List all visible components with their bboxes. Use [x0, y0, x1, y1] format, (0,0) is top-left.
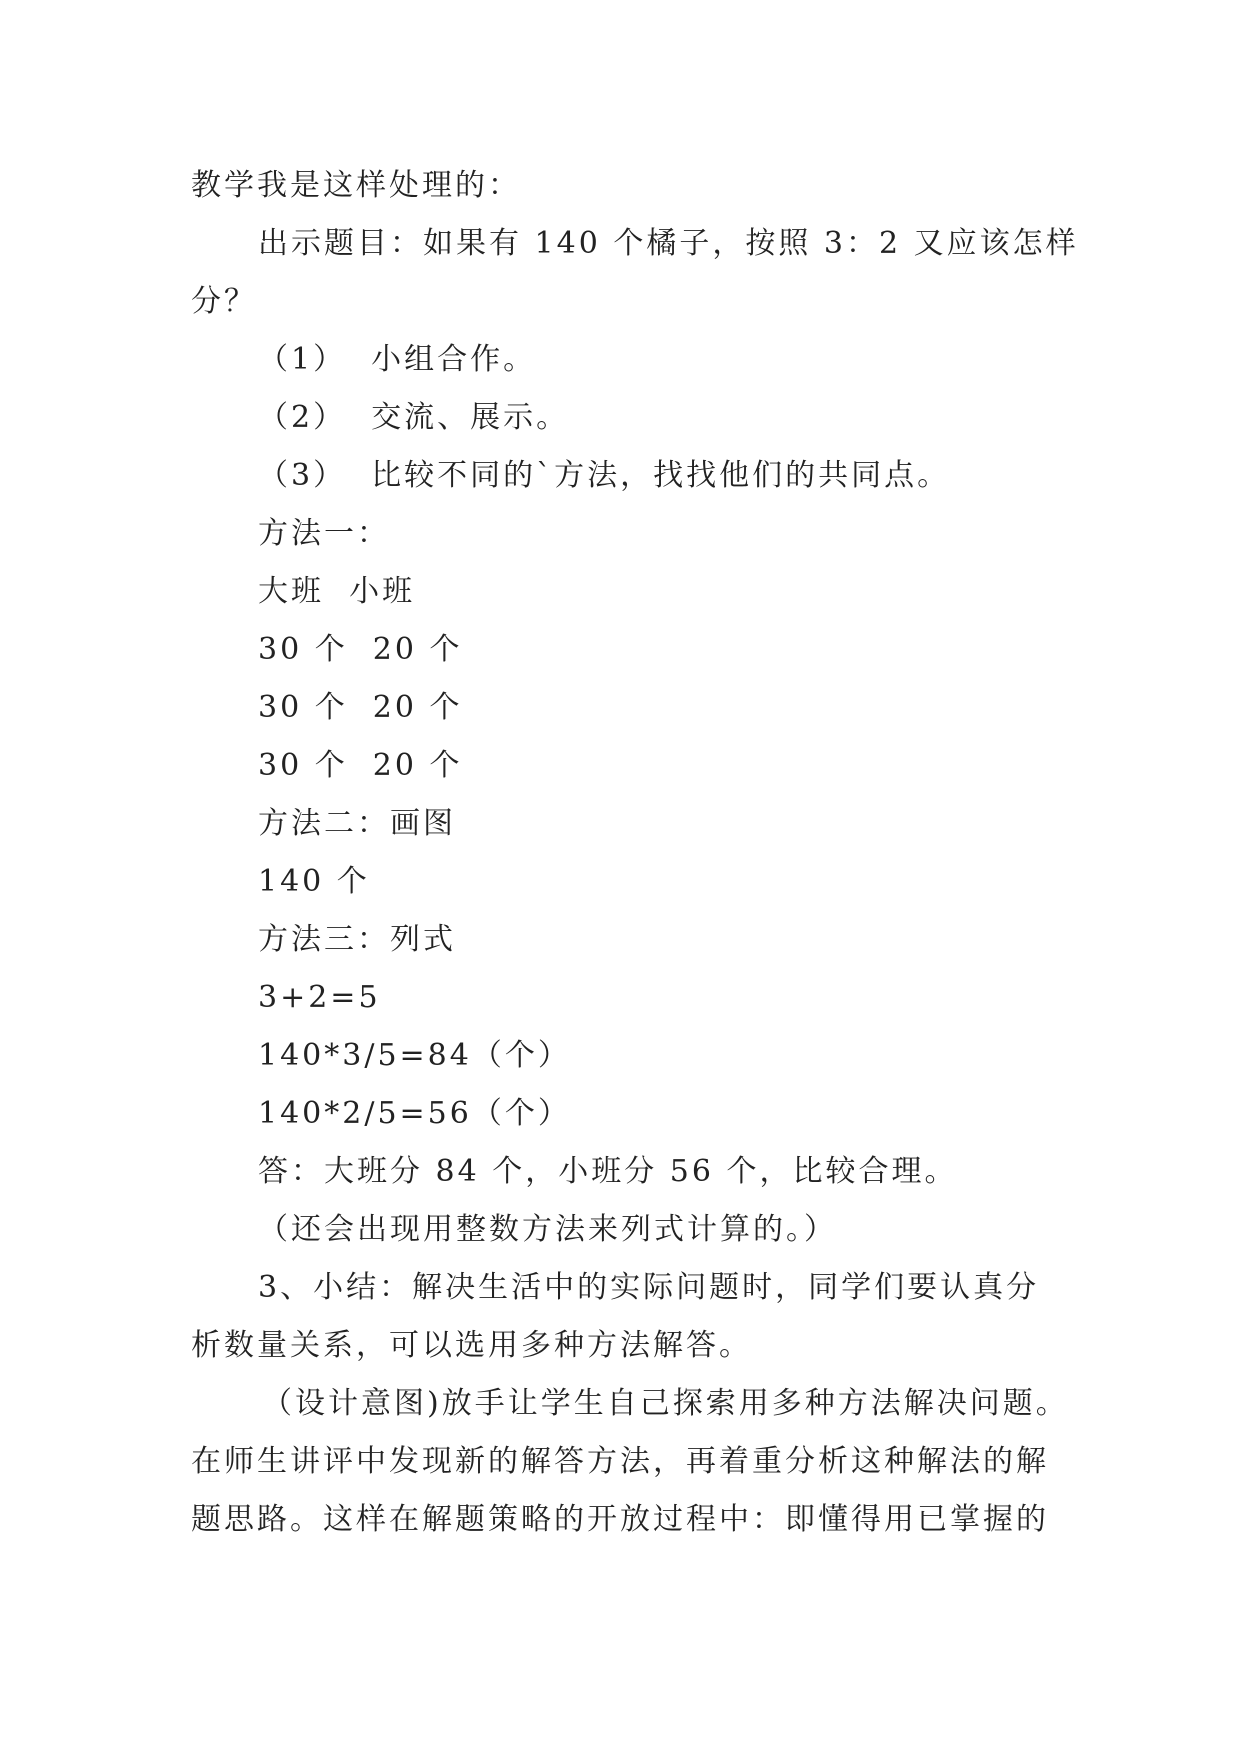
text-line: 140 个 [258, 864, 370, 899]
text-line: 在师生讲评中发现新的解答方法，再着重分析这种解法的解 [191, 1444, 1049, 1479]
text-line: 分？ [191, 284, 257, 319]
text-line: （设计意图)放手让学生自己探索用多种方法解决问题。 [262, 1386, 1069, 1421]
text-line: 3、小结：解决生活中的实际问题时，同学们要认真分 [258, 1270, 1040, 1305]
text-line: 30 个 20 个 [258, 748, 463, 783]
text-line: 方法一： [258, 516, 390, 551]
text-line: 3+2=5 [258, 980, 381, 1015]
text-line: （还会出现用整数方法来列式计算的。） [258, 1212, 837, 1247]
text-line: 出示题目：如果有 140 个橘子，按照 3：2 又应该怎样 [258, 226, 1079, 261]
text-line: （3） 比较不同的`方法，找找他们的共同点。 [258, 458, 951, 493]
text-line: 析数量关系，可以选用多种方法解答。 [191, 1328, 752, 1363]
text-line: 方法二：画图 [258, 806, 456, 841]
text-line: 大班 小班 [258, 574, 416, 609]
text-line: 30 个 20 个 [258, 632, 463, 667]
text-line: （1） 小组合作。 [258, 342, 537, 377]
text-line: （2） 交流、展示。 [258, 400, 570, 435]
text-line: 30 个 20 个 [258, 690, 463, 725]
text-line: 140*2/5=56（个） [258, 1096, 571, 1131]
text-line: 题思路。这样在解题策略的开放过程中：即懂得用已掌握的 [191, 1502, 1049, 1537]
text-line: 教学我是这样处理的： [191, 168, 521, 203]
text-line: 答：大班分 84 个，小班分 56 个，比较合理。 [258, 1154, 958, 1189]
text-line: 方法三：列式 [258, 922, 456, 957]
text-line: 140*3/5=84（个） [258, 1038, 571, 1073]
